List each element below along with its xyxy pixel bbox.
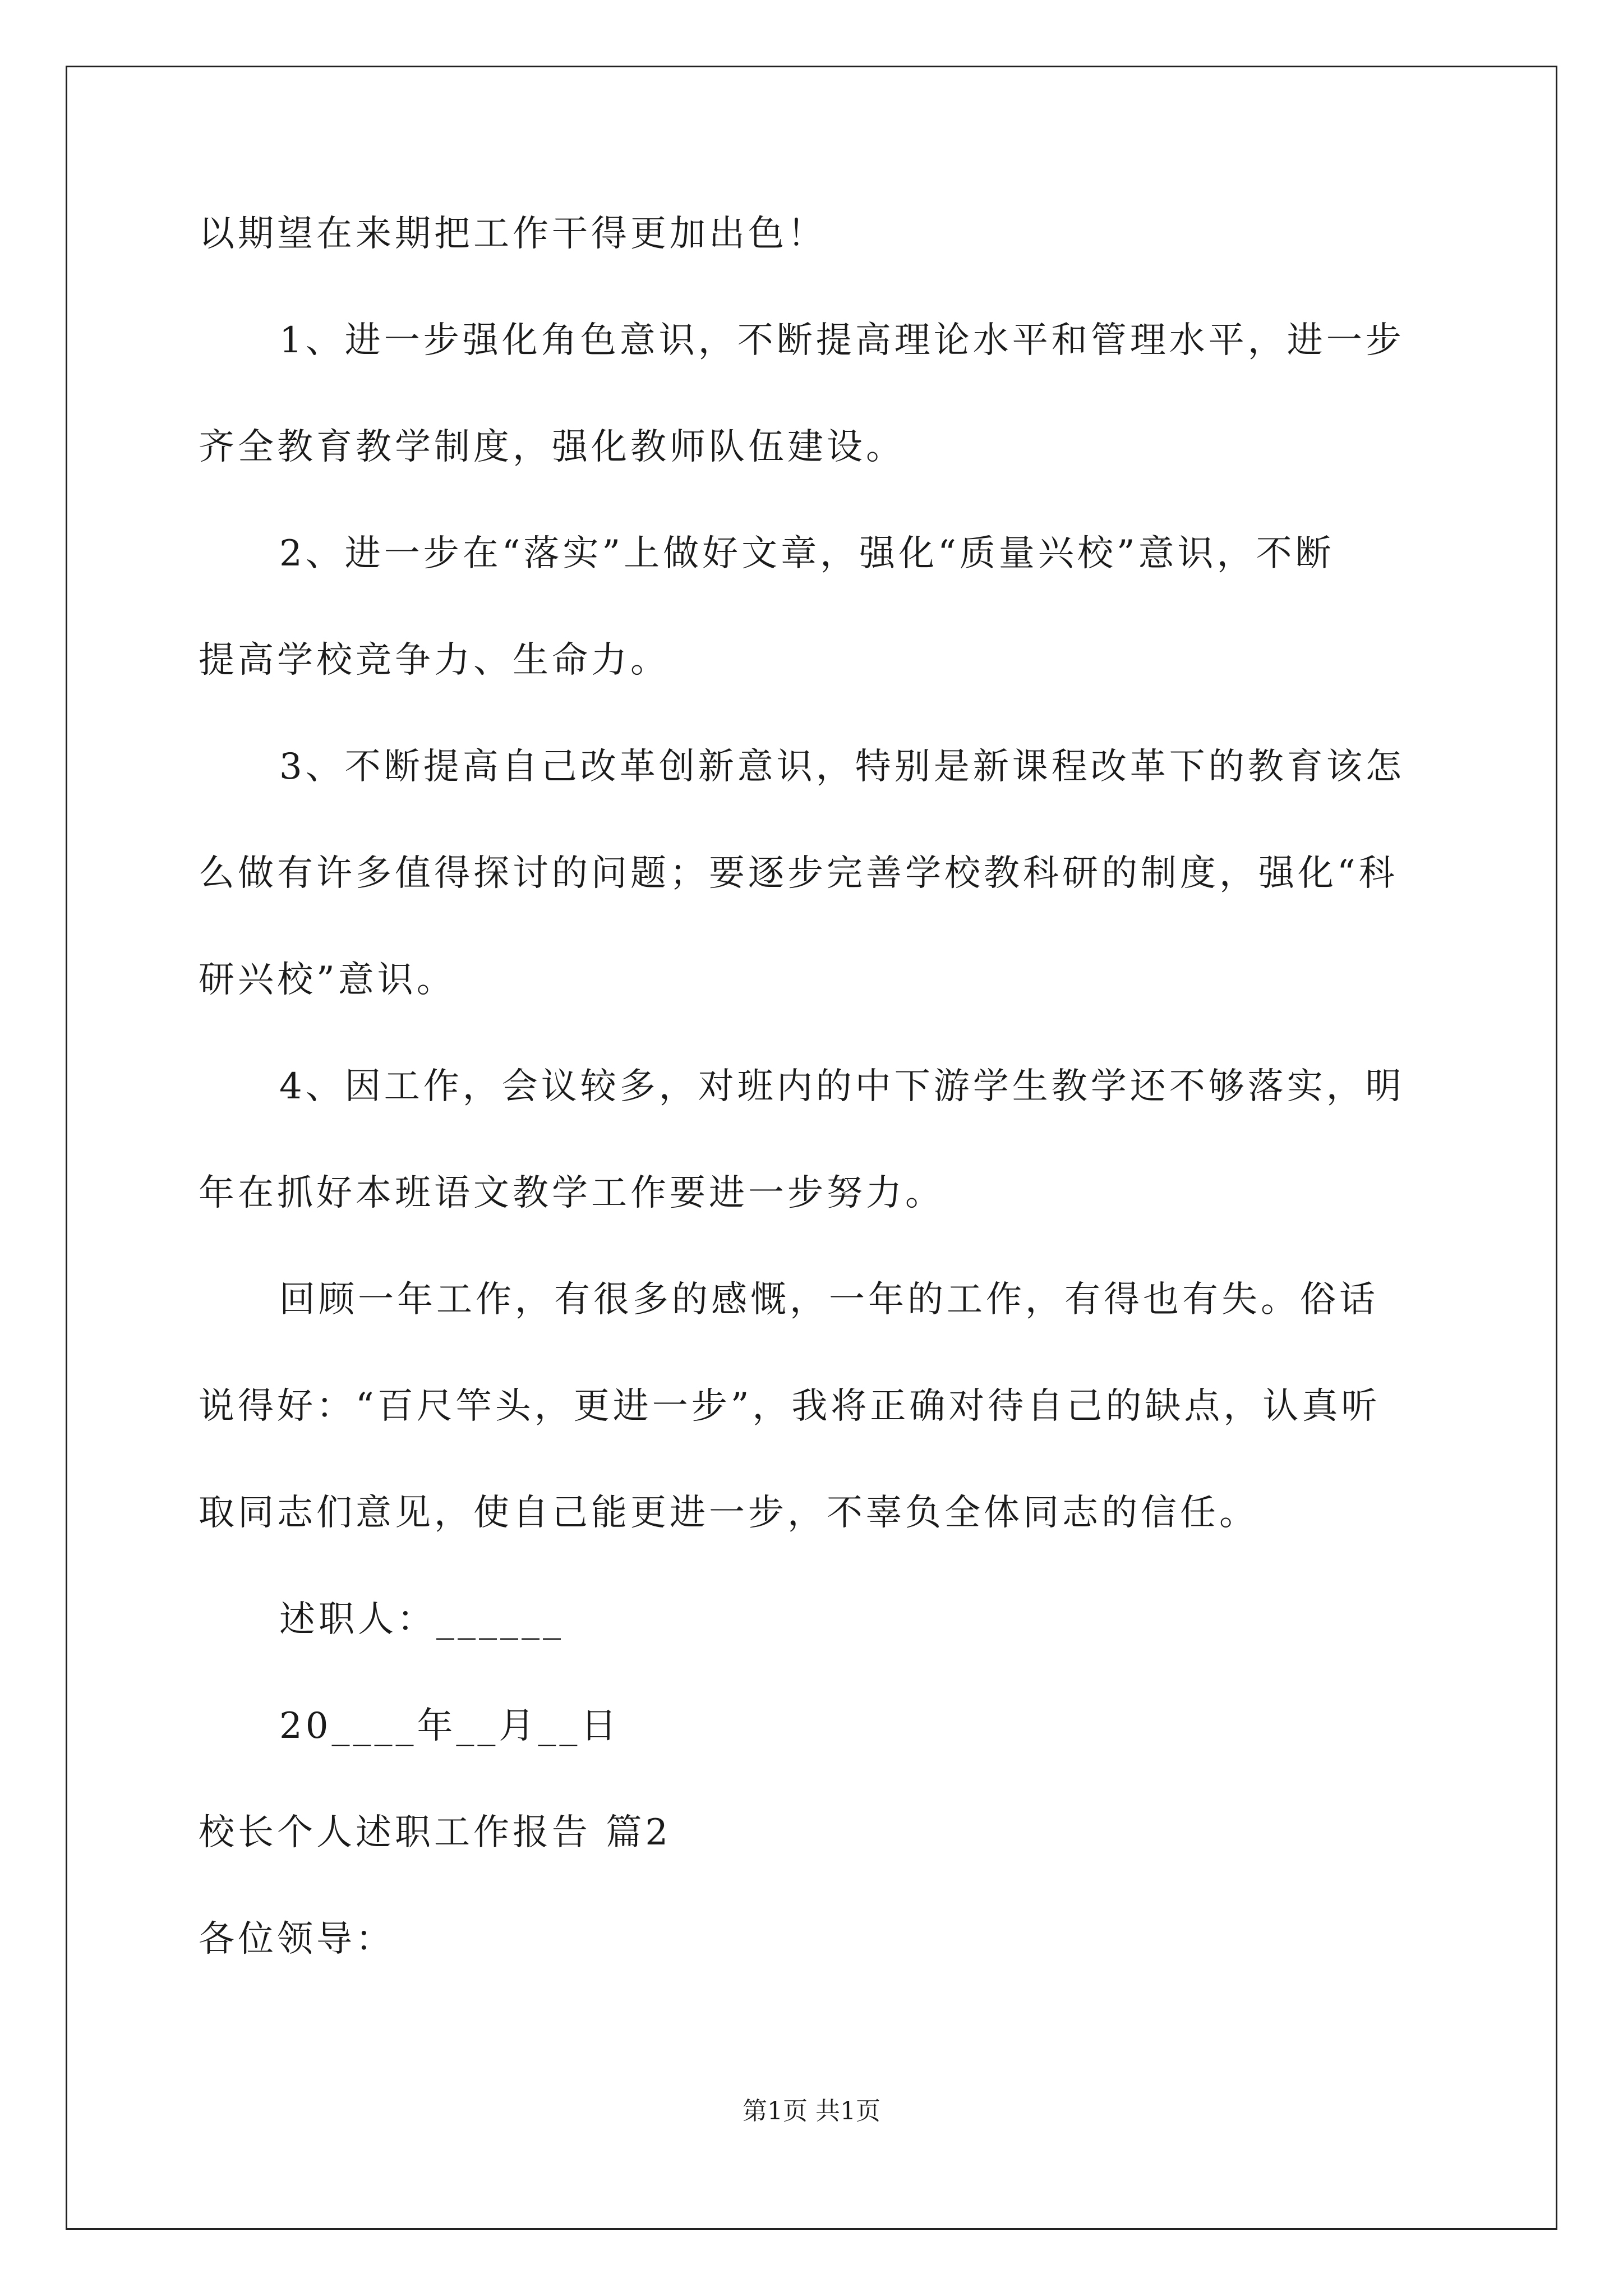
text-line: 3、不断提高自己改革创新意识，特别是新课程改革下的教育该怎 [279,746,1405,788]
text-line: 4、因工作，会议较多，对班内的中下游学生教学还不够落实，明 [279,1066,1405,1107]
text-line: 2、进一步在“落实”上做好文章，强化“质量兴校”意识，不断 [279,533,1335,574]
page-footer: 第1页 共1页 [743,2097,880,2125]
text-line: 以期望在来期把工作干得更加出色！ [199,213,827,255]
text-line: 1、进一步强化角色意识，不断提高理论水平和管理水平，进一步 [279,320,1405,361]
text-line: 回顾一年工作，有很多的感慨，一年的工作，有得也有失。俗话 [279,1279,1378,1320]
signature-line: 述职人：______ [279,1599,564,1640]
text-line: 取同志们意见，使自己能更进一步，不辜负全体同志的信任。 [199,1492,1258,1534]
text-line: 么做有许多值得探讨的问题；要逐步完善学校教科研的制度，强化“科 [199,853,1398,894]
section-heading: 校长个人述职工作报告 篇2 [199,1812,672,1853]
text-line: 齐全教育教学制度，强化教师队伍建设。 [199,426,905,468]
date-line: 20____年__月__日 [279,1705,620,1747]
text-line: 年在抓好本班语文教学工作要进一步努力。 [199,1172,944,1214]
text-line: 说得好：“百尺竿头，更进一步”，我将正确对待自己的缺点，认真听 [199,1386,1381,1427]
salutation: 各位领导： [199,1918,395,1960]
text-line: 研兴校”意识。 [199,959,456,1001]
page-border [66,66,1557,2230]
text-line: 提高学校竞争力、生命力。 [199,639,670,681]
